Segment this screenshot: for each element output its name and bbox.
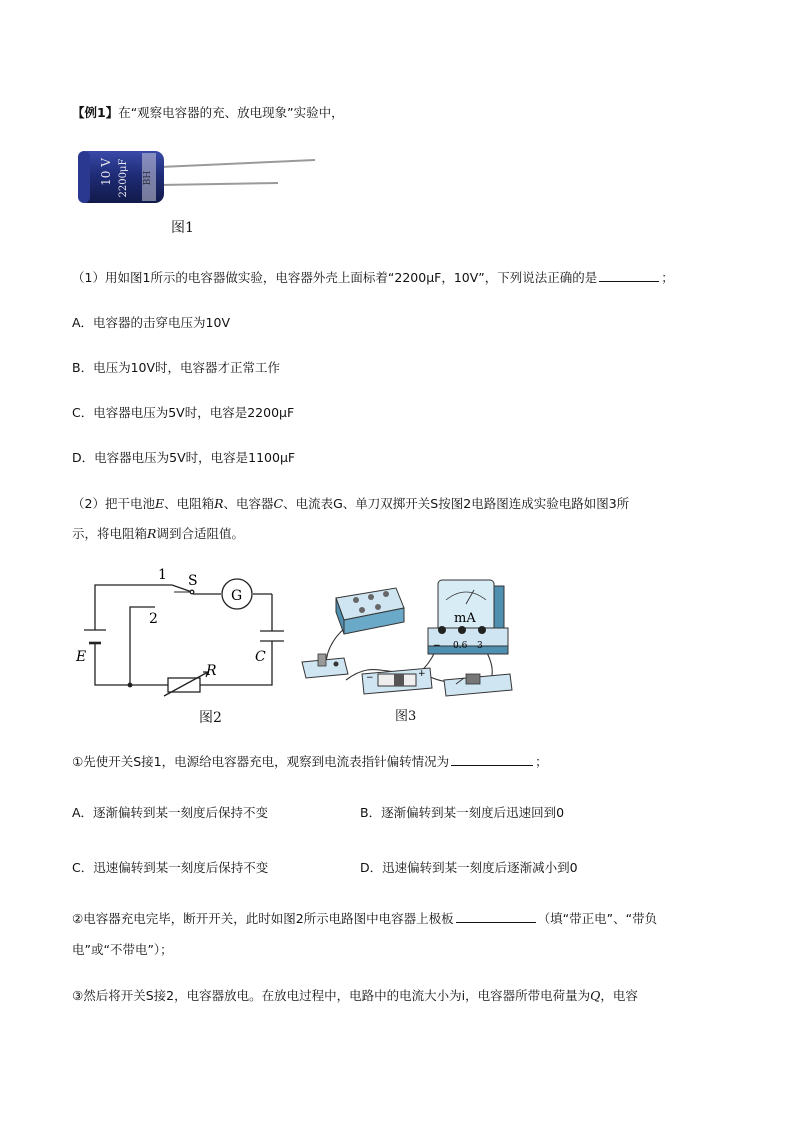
s1-option-b[interactable]: B．逐渐偏转到某一刻度后迅速回到0	[360, 805, 565, 820]
example-intro	[72, 103, 344, 121]
q2-symbol-r: R	[214, 496, 224, 511]
capacitor-photo	[70, 145, 320, 207]
example-tag: 【例1】	[72, 105, 119, 120]
fig2-label-s: S	[188, 573, 198, 589]
s3-text-b: ，电容	[600, 988, 638, 1003]
s1-option-c[interactable]: C．迅速偏转到某一刻度后保持不变	[72, 860, 269, 875]
q2-symbol-r2: R	[147, 526, 157, 541]
q2-line1	[72, 494, 629, 512]
example-intro-text: 在“观察电容器的充、放电现象”实验中，	[118, 105, 344, 120]
q2-symbol-c: C	[273, 496, 284, 511]
meter-unit: mA	[454, 611, 476, 626]
q2-symbol-e: E	[154, 496, 165, 511]
s2-line1	[72, 909, 657, 927]
fig2-label-r: R	[206, 663, 217, 679]
q1-stem-text: （1）用如图1所示的电容器做实验，电容器外壳上面标着“2200μF，10V”，下列说法正确的是	[72, 270, 598, 285]
q1-answer-blank[interactable]	[599, 269, 659, 282]
s1-stem	[72, 752, 548, 770]
s2-stem-text: ②电容器充电完毕，断开开关，此时如图2所示电路图中电容器上极板	[72, 911, 454, 926]
cap-label-top: 10 V	[99, 158, 113, 186]
cap-label-bottom: 2200μF	[118, 158, 129, 198]
s1-answer-blank[interactable]	[451, 753, 533, 766]
s1-end: ；	[535, 754, 548, 769]
q2-text-e: 示，将电阻箱	[72, 526, 148, 541]
fig2-caption: 图2	[199, 710, 222, 726]
q2-text-c: 、电容器	[223, 496, 274, 511]
q1-end: ；	[661, 270, 674, 285]
q2-text-f: 调到合适阻值。	[156, 526, 244, 541]
fig2-label-2: 2	[149, 611, 158, 627]
q2-text-d: 、电流表G、单刀双掷开关S按图2电路图连成实验电路如图3所	[283, 496, 630, 511]
s3-text-a: ③然后将开关S接2，电容器放电。在放电过程中，电路中的电流大小为i，电容器所带电荷量为	[72, 988, 591, 1003]
q2-text-b: 、电阻箱	[164, 496, 215, 511]
circuit-diagram	[70, 565, 290, 700]
meter-0-6: 0.6	[453, 641, 468, 651]
battery-plus-sign: +	[418, 669, 426, 679]
s3-symbol-q: Q	[590, 988, 601, 1003]
q1-option-b[interactable]: B．电压为10V时，电容器才正常工作	[72, 360, 281, 375]
s2-answer-blank[interactable]	[456, 910, 536, 923]
s1-option-a[interactable]: A．逐渐偏转到某一刻度后保持不变	[72, 805, 269, 820]
s3-line	[72, 986, 638, 1004]
meter-3: 3	[477, 641, 483, 651]
s2-line2: 电”或“不带电”）；	[72, 942, 173, 957]
s2-tail: （填“带正电”、“带负	[537, 911, 658, 926]
q1-option-d[interactable]: D．电容器电压为5V时，电容是1100μF	[72, 450, 296, 465]
q2-text-a: （2）把干电池	[72, 496, 155, 511]
q2-line2	[72, 524, 244, 542]
q1-option-c[interactable]: C．电容器电压为5V时，电容是2200μF	[72, 405, 295, 420]
fig2-label-1: 1	[158, 567, 167, 583]
q1-stem	[72, 268, 674, 286]
fig1-caption: 图1	[171, 220, 194, 236]
fig3-caption: 图3	[395, 709, 417, 724]
s1-stem-text: ①先使开关S接1，电源给电容器充电，观察到电流表指针偏转情况为	[72, 754, 450, 769]
s1-option-d[interactable]: D．迅速偏转到某一刻度后逐渐减小到0	[360, 860, 578, 875]
battery-minus-sign: −	[366, 673, 374, 683]
q1-option-a[interactable]: A．电容器的击穿电压为10V	[72, 315, 231, 330]
fig2-label-c: C	[255, 649, 266, 665]
cap-brand: BH	[143, 170, 153, 186]
apparatus-illustration	[296, 570, 526, 700]
fig2-label-e: E	[76, 649, 87, 665]
fig2-label-g: G	[231, 588, 243, 604]
meter-minus: −	[433, 641, 441, 651]
